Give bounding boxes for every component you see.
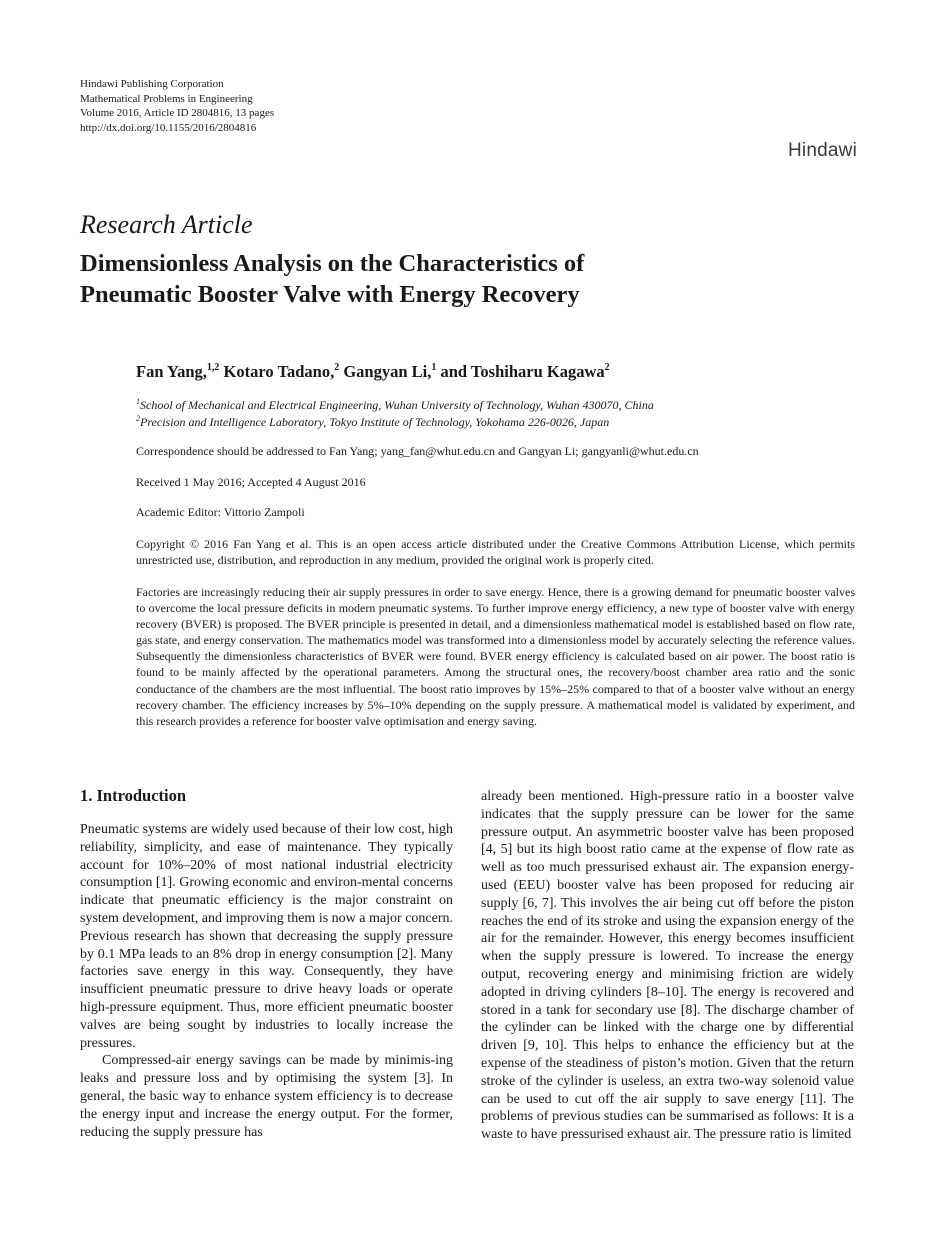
author-affiliation-mark: 2 <box>604 362 610 373</box>
publisher-logo: Hindawi <box>788 140 857 161</box>
body-column-left <box>80 821 453 1141</box>
affiliation-mark: 2 <box>136 414 140 423</box>
paragraph: already been mentioned. High-pressure ratio in a booster valve indicates that the supply pressure can be lower for the same pressure output. An asymmetric booster valve has been proposed [4, 5] but its high boost ratio came at the expense of flow rate as well as too much pressurised exhaust air. The expansion energy-used (EEU) booster valve has been proposed for reducing air supply [6, 7]. This involves the air being cut off before the piston reaches the end of its stroke and using the expansion energy of the air for the remainder. However, this energy becomes insufficient when the supply pressure is lowered. To increase the energy output, recovering energy and minimising friction are widely adopted in driving cylinders [8–10]. The energy is recovered and stored in a tank for secondary use [8]. The discharge chamber of the cylinder can be linked with the charge one by differential driven [9, 10]. This helps to enhance the efficiency but at the expense of the steadiness of piston’s motion. Given that the return stroke of the cylinder is useless, an extra two-way solenoid value can be used to cut off the air supply to save energy [11]. The problems of previous studies can be summarised as follows: It is a waste to have pressurised exhaust air. The pressure ratio is limited <box>481 789 854 1143</box>
author-name: Kotaro Tadano, <box>223 362 335 381</box>
affiliation-mark: 1 <box>136 397 140 406</box>
title-line-1: Dimensionless Analysis on the Characteristics of <box>80 250 585 277</box>
received-date: Received 1 May 2016; Accepted 4 August 2016 <box>136 475 366 489</box>
correspondence: Correspondence should be addressed to Fan Yang; yang_fan@whut.edu.cn and Gangyan Li; gangyanli@whut.edu.cn <box>136 444 699 458</box>
article-title <box>80 248 840 310</box>
publisher-line: Hindawi Publishing Corporation <box>80 78 224 90</box>
author-affiliation-mark: 1,2 <box>206 362 220 373</box>
title-line-2: Pneumatic Booster Valve with Energy Recovery <box>80 281 580 308</box>
abstract: Factories are increasingly reducing their air supply pressures in order to save energy. Hence, there is a growing demand for pneumatic booster valves to overcome the local pressure deficits in modern pneumatic systems. To further improve energy efficiency, a new type of booster valve with energy recovery (BVER) is proposed. The BVER principle is presented in detail, and a dimensionless mathematical model is established based on flow rate, gas state, and energy conservation. The mathematics model was transformed into a dimensionless model by accurately selecting the reference values. Subsequently the dimensionless characteristics of BVER were found. BVER energy efficiency is calculated based on air power. The boost ratio is found to be mainly affected by the operational parameters. Among the structural ones, the recovery/boost chamber area ratio and the sonic conductance of the chambers are the most influential. The boost ratio improves by 15%–25% compared to that of a booster valve without an energy recovery chamber. The efficiency increases by 5%–10% depending on the supply pressure. A mathematical model is validated by experiment, and this research provides a reference for booster valve optimisation and energy saving. <box>136 585 855 728</box>
journal-header <box>80 77 274 135</box>
body-column-right <box>481 788 854 1144</box>
author-name: Fan Yang, <box>136 362 207 381</box>
affiliation-text: School of Mechanical and Electrical Engineering, Wuhan University of Technology, Wuhan 430070, China <box>140 398 654 412</box>
affiliation-2 <box>136 415 609 430</box>
affiliation-1 <box>136 398 654 413</box>
journal-line: Mathematical Problems in Engineering <box>80 92 253 105</box>
author-list <box>136 362 610 382</box>
section-heading: 1. Introduction <box>80 786 187 805</box>
author-affiliation-mark: 1 <box>431 362 437 373</box>
doi-link[interactable]: http://dx.doi.org/10.1155/2016/2804816 <box>80 121 257 134</box>
volume-line: Volume 2016, Article ID 2804816, 13 pages <box>80 107 275 119</box>
affiliation-text: Precision and Intelligence Laboratory, Tokyo Institute of Technology, Yokohama 226-0026, Japan <box>140 415 610 429</box>
author-name: and Toshiharu Kagawa <box>440 362 605 381</box>
copyright-notice: Copyright © 2016 Fan Yang et al. This is an open access article distributed under the Creative Commons Attribution License, which permits unrestricted use, distribution, and reproduction in any medium, provided the original work is properly cited. <box>136 537 855 567</box>
academic-editor: Academic Editor: Vittorio Zampoli <box>136 505 305 519</box>
author-name: Gangyan Li, <box>343 362 432 381</box>
author-affiliation-mark: 2 <box>334 362 340 373</box>
paragraph: Compressed-air energy savings can be made by minimis-ing leaks and pressure loss and by optimising the system [3]. In general, the basic way to enhance system efficiency is to decrease the energy input and increase the energy output. For the former, reducing the supply pressure has <box>80 1053 453 1140</box>
paragraph: Pneumatic systems are widely used because of their low cost, high reliability, simplicity, and ease of maintenance. They typically account for 10%–20% of most national industrial electricity consumption [1]. Growing economic and environ-mental concerns indicate that pneumatic efficiency is the major constraint on system development, and improving them is now a major concern. Previous research has shown that decreasing the supply pressure by 0.1 MPa leads to an 8% drop in energy consumption [2]. Many factories save energy in this way. Consequently, they have insufficient pneumatic pressure to drive heavy loads or operate high-pressure equipment. Thus, more efficient pneumatic booster valves are being sought by industries to locally increase the pressures. <box>80 822 453 1051</box>
article-type: Research Article <box>80 210 253 239</box>
